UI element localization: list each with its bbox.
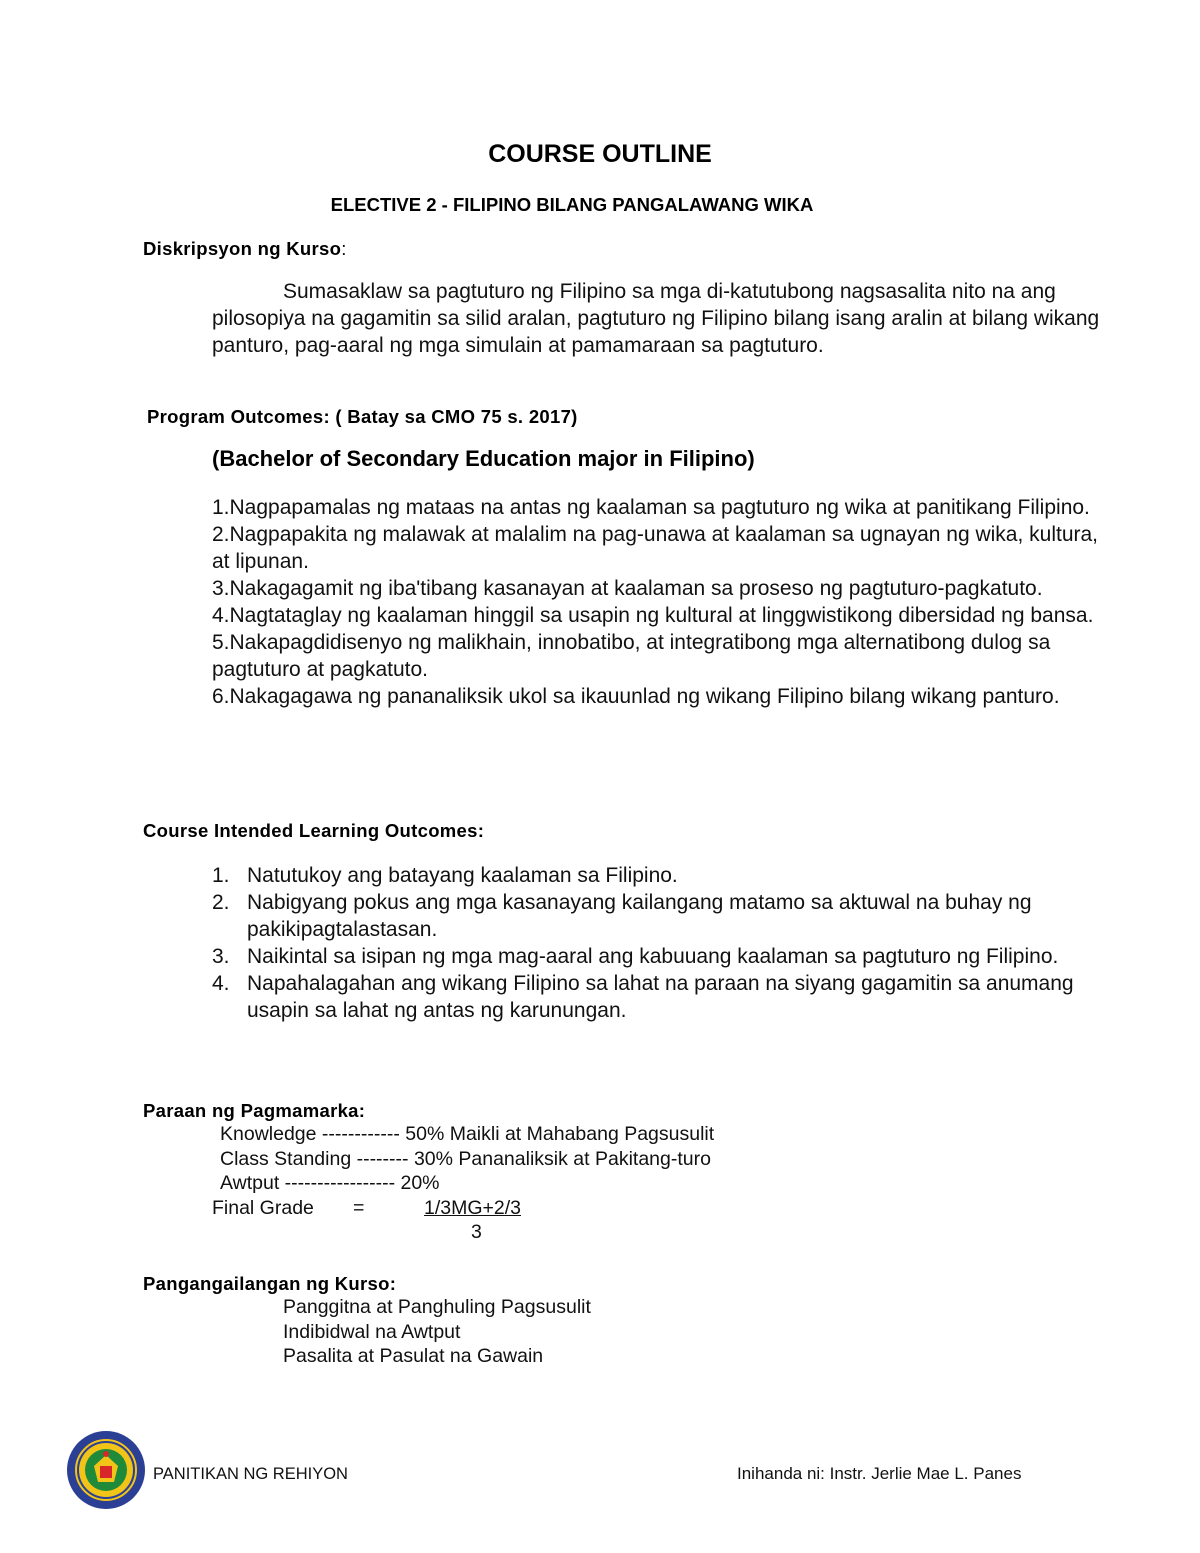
grading-line-awtput: Awtput ----------------- 20% [220, 1172, 440, 1194]
requirement-item: Pasalita at Pasulat na Gawain [283, 1345, 544, 1367]
program-outcomes-list [212, 494, 1112, 710]
list-number: 1. [212, 864, 230, 887]
list-item: 3.Nakagagamit ng iba'tibang kasanayan at kaalaman sa proseso ng pagtuturo-pagkatuto. [212, 577, 1043, 600]
footer-course-name: PANITIKAN NG REHIYON [153, 1465, 348, 1483]
final-grade-equals: = [353, 1197, 365, 1219]
page-title: COURSE OUTLINE [488, 140, 712, 168]
final-grade-label: Final Grade [212, 1197, 314, 1219]
requirements-heading: Pangangailangan ng Kurso: [143, 1273, 397, 1294]
seal-graphic [66, 1430, 146, 1510]
list-item: 5.Nakapagdidisenyo ng malikhain, innobatibo, at integratibong mga alternatibong dulog sa pagtuturo at pagkatuto. [212, 631, 1051, 681]
requirement-item: Indibidwal na Awtput [283, 1321, 461, 1343]
grading-line-class-standing: Class Standing -------- 30% Pananaliksik at Pakitang-turo [220, 1148, 711, 1170]
cilo-list [212, 862, 1112, 1024]
list-item: 6.Nakagagawa ng pananaliksik ukol sa ikauunlad ng wikang Filipino bilang wikang panturo. [212, 685, 1060, 708]
list-item: 1.Nagpapamalas ng mataas na antas ng kaalaman sa pagtuturo ng wika at panitikang Filipino. [212, 496, 1090, 519]
course-subtitle: ELECTIVE 2 - FILIPINO BILANG PANGALAWANG WIKA [330, 194, 814, 215]
grading-heading: Paraan ng Pagmamarka: [143, 1100, 366, 1121]
list-text: Napahalagahan ang wikang Filipino sa lahat na paraan na siyang gagamitin sa anumang usapin sa lahat ng antas ng karunungan. [247, 972, 1074, 1022]
seal-emblem-center [100, 1466, 112, 1478]
course-description [212, 278, 1112, 359]
description-heading [143, 238, 347, 260]
list-text: Natutukoy ang batayang kaalaman sa Filipino. [247, 864, 678, 887]
final-grade-numerator: 1/3MG+2/3 [424, 1197, 522, 1219]
list-item [212, 943, 1112, 970]
program-name: (Bachelor of Secondary Education major in Filipino) [212, 446, 755, 471]
cilo-heading: Course Intended Learning Outcomes: [143, 820, 485, 841]
program-outcomes-heading: Program Outcomes: ( Batay sa CMO 75 s. 2017) [147, 406, 578, 427]
seal-flame [103, 1451, 109, 1457]
list-text: Nabigyang pokus ang mga kasanayang kailangang matamo sa aktuwal na buhay ng pakikipagtalastasan. [247, 891, 1032, 941]
list-item [212, 862, 1112, 889]
school-seal-icon [66, 1430, 146, 1510]
list-item [212, 889, 1112, 943]
list-text: Naikintal sa isipan ng mga mag-aaral ang kabuuang kaalaman sa pagtuturo ng Filipino. [247, 945, 1059, 968]
list-number: 2. [212, 891, 230, 914]
list-number: 4. [212, 972, 230, 995]
list-number: 3. [212, 945, 230, 968]
footer-prepared-by: Inihanda ni: Instr. Jerlie Mae L. Panes [737, 1464, 1022, 1483]
description-heading-colon: : [341, 238, 347, 259]
requirement-item: Panggitna at Panghuling Pagsusulit [283, 1296, 591, 1318]
grading-line-knowledge: Knowledge ------------ 50% Maikli at Mahabang Pagsusulit [220, 1123, 715, 1145]
list-item: 4.Nagtataglay ng kaalaman hinggil sa usapin ng kultural at linggwistikong dibersidad ng bansa. [212, 604, 1094, 627]
course-description-text: Sumasaklaw sa pagtuturo ng Filipino sa mga di-katutubong nagsasalita nito na ang pilosopiya na gagamitin sa silid aralan, pagtuturo ng Filipino bilang isang aralin at bilang wikang panturo, pag-aaral ng mga simulain at pamamaraan sa pagtuturo. [212, 280, 1100, 357]
list-item [212, 970, 1112, 1024]
list-item: 2.Nagpapakita ng malawak at malalim na pag-unawa at kaalaman sa ugnayan ng wika, kultura, at lipunan. [212, 523, 1099, 573]
description-heading-label: Diskripsyon ng Kurso [143, 238, 342, 259]
final-grade-denominator: 3 [471, 1221, 482, 1243]
